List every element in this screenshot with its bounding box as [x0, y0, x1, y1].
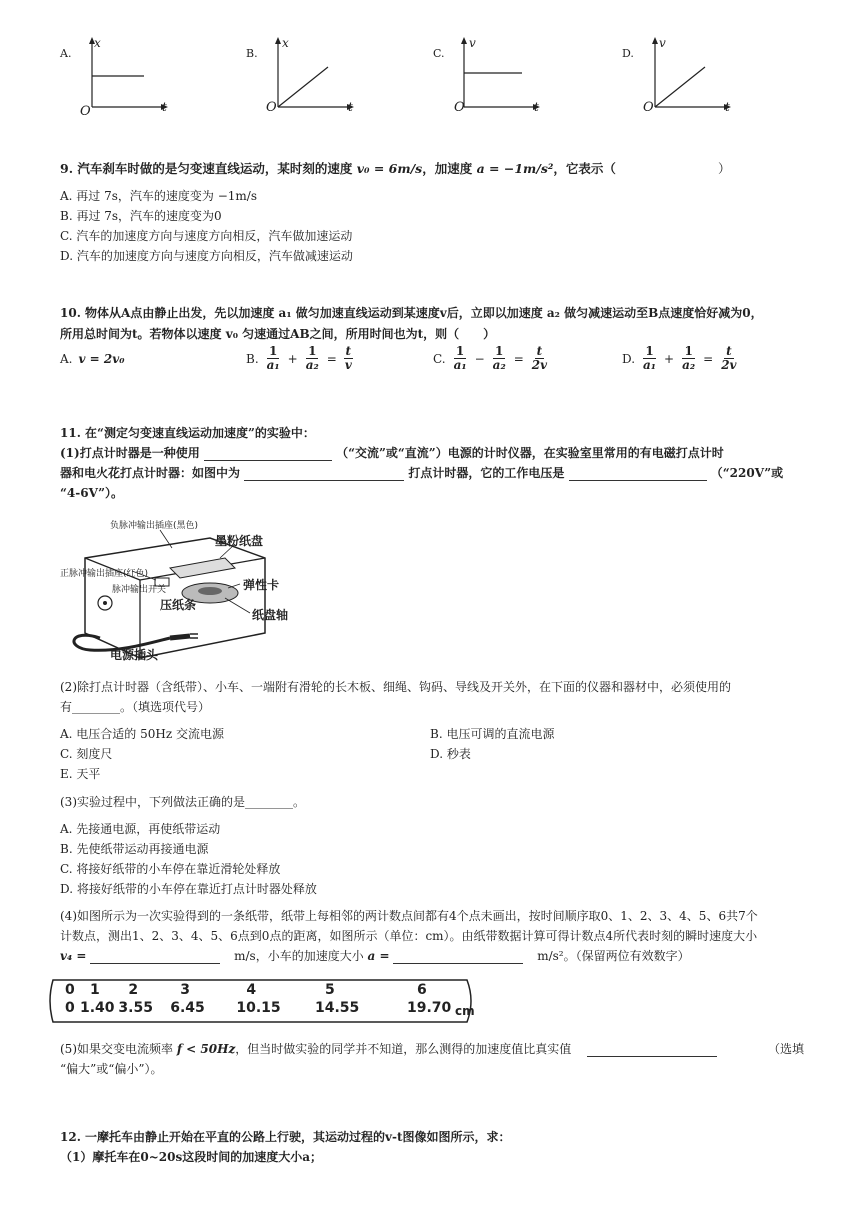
q11-blank-a[interactable] — [393, 951, 523, 964]
frac-num: t — [726, 344, 732, 358]
frac-num: 1 — [455, 344, 465, 358]
q11-p3-opt-d: D. 将接好纸带的小车停在靠近打点计时器处释放 — [60, 882, 317, 896]
q11-p3: (3)实验过程中，下列做法正确的是________。 — [60, 795, 305, 809]
q11-p4-unit1: m/s，小车的加速度大小 — [234, 949, 364, 963]
q11-p5-d: “偏大”或“偏小”）。 — [60, 1062, 163, 1076]
fig-label-pos: 正脉冲输出插座(红色) — [60, 569, 149, 579]
frac-den: a₁ — [643, 358, 657, 372]
tape-value-3: 6.45 — [170, 1000, 205, 1016]
frac-num: 1 — [495, 344, 504, 358]
tape-value-2: 3.55 — [118, 1000, 153, 1016]
q9-option-b: B. 再过 7s，汽车的速度变为0 — [60, 209, 222, 223]
graph-a-label: A. — [60, 47, 72, 60]
q11-p1-d: 打点计时器，它的工作电压是 — [408, 466, 565, 480]
q11-p5-c: （选填 — [768, 1042, 805, 1056]
q11-p1-b: （“交流”或“直流”）电源的计时仪器，在实验室里常用的有电磁打点计时 — [336, 446, 724, 460]
q11-p1-a: (1)打点计时器是一种使用 — [60, 446, 200, 460]
q10-c-frac1 — [452, 345, 469, 372]
q11-p1-c: 器和电火花打点计时器：如图中为 — [60, 466, 241, 480]
graph-c-origin: O — [454, 100, 465, 115]
q9-v0: v₀ = 6m/s — [356, 161, 423, 176]
q11-p4-b: 计数点，测出1、2、3、4、5、6点到0点的距离，如图所示（单位：cm）。由纸带数据计算可得计数点4所代表时刻的瞬时速度大小 — [60, 929, 758, 943]
tape-value-4: 10.15 — [236, 1000, 281, 1016]
q10-b-frac1 — [265, 345, 282, 372]
frac-num: t — [536, 344, 543, 358]
q9-stem-b: ，加速度 — [422, 161, 473, 176]
q11-blank-v4[interactable] — [90, 951, 220, 964]
graph-c-yaxis: v — [469, 36, 476, 50]
q11-p5-a-text: (5)如果交变电流频率 — [60, 1042, 173, 1056]
q9-option-a: A. 再过 7s，汽车的速度变为 −1m/s — [60, 189, 257, 203]
q12-title: 12. 一摩托车由静止开始在平直的公路上行驶，其运动过程的v-t图像如图所示，求： — [60, 1130, 511, 1144]
q10-b-label: B. — [246, 351, 259, 366]
graph-b-label: B. — [246, 47, 258, 60]
frac-num: 1 — [684, 344, 693, 358]
q11-p5-b: ，但当时做实验的同学并不知道，那么测得的加速度值比真实值 — [235, 1042, 572, 1056]
q11-p1-f: “4-6V”）。 — [60, 486, 124, 500]
q10-c-frac2 — [491, 345, 508, 372]
q11-p5-cond: f < 50Hz — [176, 1042, 236, 1056]
q10-option-d — [622, 345, 739, 372]
q11-p2-opt-e: E. 天平 — [60, 767, 101, 781]
graph-b-taxis: t — [348, 100, 353, 114]
graph-b-origin: O — [266, 100, 277, 115]
q11-blank-2[interactable] — [244, 468, 404, 481]
tape-point-3: 3 — [180, 982, 190, 998]
tape-point-2: 2 — [128, 982, 139, 998]
q11-p4-c — [60, 947, 690, 964]
q11-p3-opt-a: A. 先接通电源，再使纸带运动 — [60, 822, 221, 836]
q9-stem-end: ） — [718, 161, 731, 176]
tape-point-0: 0 — [65, 982, 75, 998]
paper-tape — [47, 978, 480, 1024]
frac-den: a₁ — [453, 358, 467, 372]
graph-c-taxis: t — [534, 100, 539, 114]
fig-label-card: 弹性卡 — [243, 578, 280, 592]
q11-p2-opt-a: A. 电压合适的 50Hz 交流电源 — [60, 727, 224, 741]
graph-a-origin: O — [80, 104, 91, 119]
q10-c-minus: − — [474, 351, 485, 366]
q10-d-frac3 — [719, 345, 738, 372]
q10-c-eq: = — [513, 351, 524, 366]
graph-d-origin: O — [643, 100, 654, 115]
q11-p4-unit2: m/s²。（保留两位有效数字） — [537, 949, 690, 963]
q10-b-frac3 — [343, 345, 354, 372]
graph-a-taxis: t — [162, 100, 167, 114]
q11-blank-1[interactable] — [204, 448, 332, 461]
frac-den: v — [344, 358, 352, 372]
fig-label-disk: 墨粉纸盘 — [215, 534, 264, 548]
q11-p1-line1 — [60, 444, 724, 461]
tape-point-1: 1 — [90, 982, 100, 998]
q11-p2-b: 有________。（填选项代号） — [60, 700, 211, 714]
graph-c-label: C. — [433, 47, 445, 60]
frac-den: a₁ — [266, 358, 280, 372]
q10-line2: 所用总时间为t。若物体以速度 v₀ 匀速通过AB之间，所用时间也为t，则（ ） — [60, 327, 496, 341]
q11-p1-line2 — [60, 464, 783, 481]
frac-num: 1 — [308, 344, 317, 358]
q11-blank-3[interactable] — [569, 468, 707, 481]
q10-d-plus: + — [664, 351, 675, 366]
fig-label-press: 压纸条 — [160, 598, 197, 612]
timer-drawing — [60, 518, 300, 668]
graph-a-yaxis: x — [94, 36, 101, 50]
frac-den: a₂ — [682, 358, 696, 372]
q11-a-sym: a = — [367, 949, 390, 963]
q11-blank-p5[interactable] — [587, 1044, 717, 1057]
fig-label-plug: 电源插头 — [110, 648, 159, 662]
frac-den: 2v — [531, 358, 548, 372]
q10-d-frac2 — [680, 345, 697, 372]
q10-c-label: C. — [433, 351, 446, 366]
q10-b-frac2 — [304, 345, 321, 372]
graph-d-yaxis: v — [659, 36, 666, 50]
graph-d-label: D. — [622, 47, 634, 60]
timer-figure — [60, 518, 300, 668]
q11-p2-opt-b: B. 电压可调的直流电源 — [430, 727, 555, 741]
q10-a-label: A. — [60, 352, 73, 366]
q11-title: 11. 在“测定匀变速直线运动加速度”的实验中： — [60, 426, 315, 440]
graph-d-taxis: t — [725, 100, 730, 114]
q11-p2-a: (2)除打点计时器（含纸带）、小车、一端附有滑轮的长木板、细绳、钩码、导线及开关外，在下面的仪器和器材中，必须使用的 — [60, 680, 732, 694]
q10-option-c — [433, 345, 549, 372]
frac-den: a₂ — [305, 358, 319, 372]
q10-d-label: D. — [622, 351, 636, 366]
q11-p2-opt-d: D. 秒表 — [430, 747, 471, 761]
q11-p3-opt-b: B. 先使纸带运动再接通电源 — [60, 842, 209, 856]
tape-unit: cm — [455, 1004, 475, 1018]
tape-point-5: 5 — [324, 982, 335, 998]
q9-stem-c: ，它表示（ — [553, 161, 616, 176]
q11-v4: v₄ = — [60, 949, 87, 963]
q11-p5-a — [60, 1040, 717, 1057]
q10-option-b — [246, 345, 354, 372]
fig-label-axis: 纸盘轴 — [252, 608, 289, 622]
tape-value-5: 14.55 — [314, 1000, 360, 1016]
q9-acc: a = −1m/s² — [476, 161, 554, 176]
q10-line1: 10. 物体从A点由静止出发，先以加速度 a₁ 做匀加速直线运动到某速度v后，立即以加速度 a₂ 做匀减速运动至B点速度恰好减为0， — [60, 306, 763, 320]
graph-b-yaxis: x — [282, 36, 289, 50]
frac-num: 1 — [268, 344, 278, 358]
q11-p2-opt-c: C. 刻度尺 — [60, 747, 113, 761]
q11-p1-e: （“220V”或 — [710, 466, 784, 480]
q10-c-frac3 — [530, 345, 549, 372]
q11-p3-opt-c: C. 将接好纸带的小车停在靠近滑轮处释放 — [60, 862, 281, 876]
tape-value-0: 0 — [65, 1000, 75, 1016]
q12-p1: （1）摩托车在0~20s这段时间的加速度大小a； — [60, 1150, 322, 1164]
q9-stem-a: 9. 汽车刹车时做的是匀变速直线运动，某时刻的速度 — [60, 161, 353, 176]
frac-den: a₂ — [492, 358, 506, 372]
frac-num: 1 — [645, 344, 654, 358]
tape-point-6: 6 — [417, 982, 427, 998]
q10-b-eq: = — [326, 351, 337, 366]
q9-option-c: C. 汽车的加速度方向与速度方向相反，汽车做加速运动 — [60, 229, 353, 243]
q11-p4-a: (4)如图所示为一次实验得到的一条纸带，纸带上每相邻的两计数点间都有4个点未画出，按时间顺序取0、1、2、3、4、5、6共7个 — [60, 909, 758, 923]
tape-point-4: 4 — [246, 982, 257, 998]
q10-d-eq: = — [703, 351, 714, 366]
tape-value-6: 19.70 — [407, 1000, 452, 1016]
q10-b-plus: + — [287, 351, 298, 366]
q10-option-a — [60, 352, 124, 366]
q9-option-d: D. 汽车的加速度方向与速度方向相反，汽车做减速运动 — [60, 249, 353, 263]
fig-label-neg: 负脉冲输出插座(黑色) — [110, 521, 199, 531]
frac-den: 2v — [721, 358, 737, 372]
q10-d-frac1 — [641, 345, 658, 372]
q9-stem — [60, 159, 616, 177]
fig-label-switch: 脉冲输出开关 — [112, 585, 167, 595]
frac-num: t — [345, 344, 352, 358]
tape-value-1: 1.40 — [80, 1000, 115, 1016]
q10-a-expr: v = 2v₀ — [78, 352, 125, 366]
